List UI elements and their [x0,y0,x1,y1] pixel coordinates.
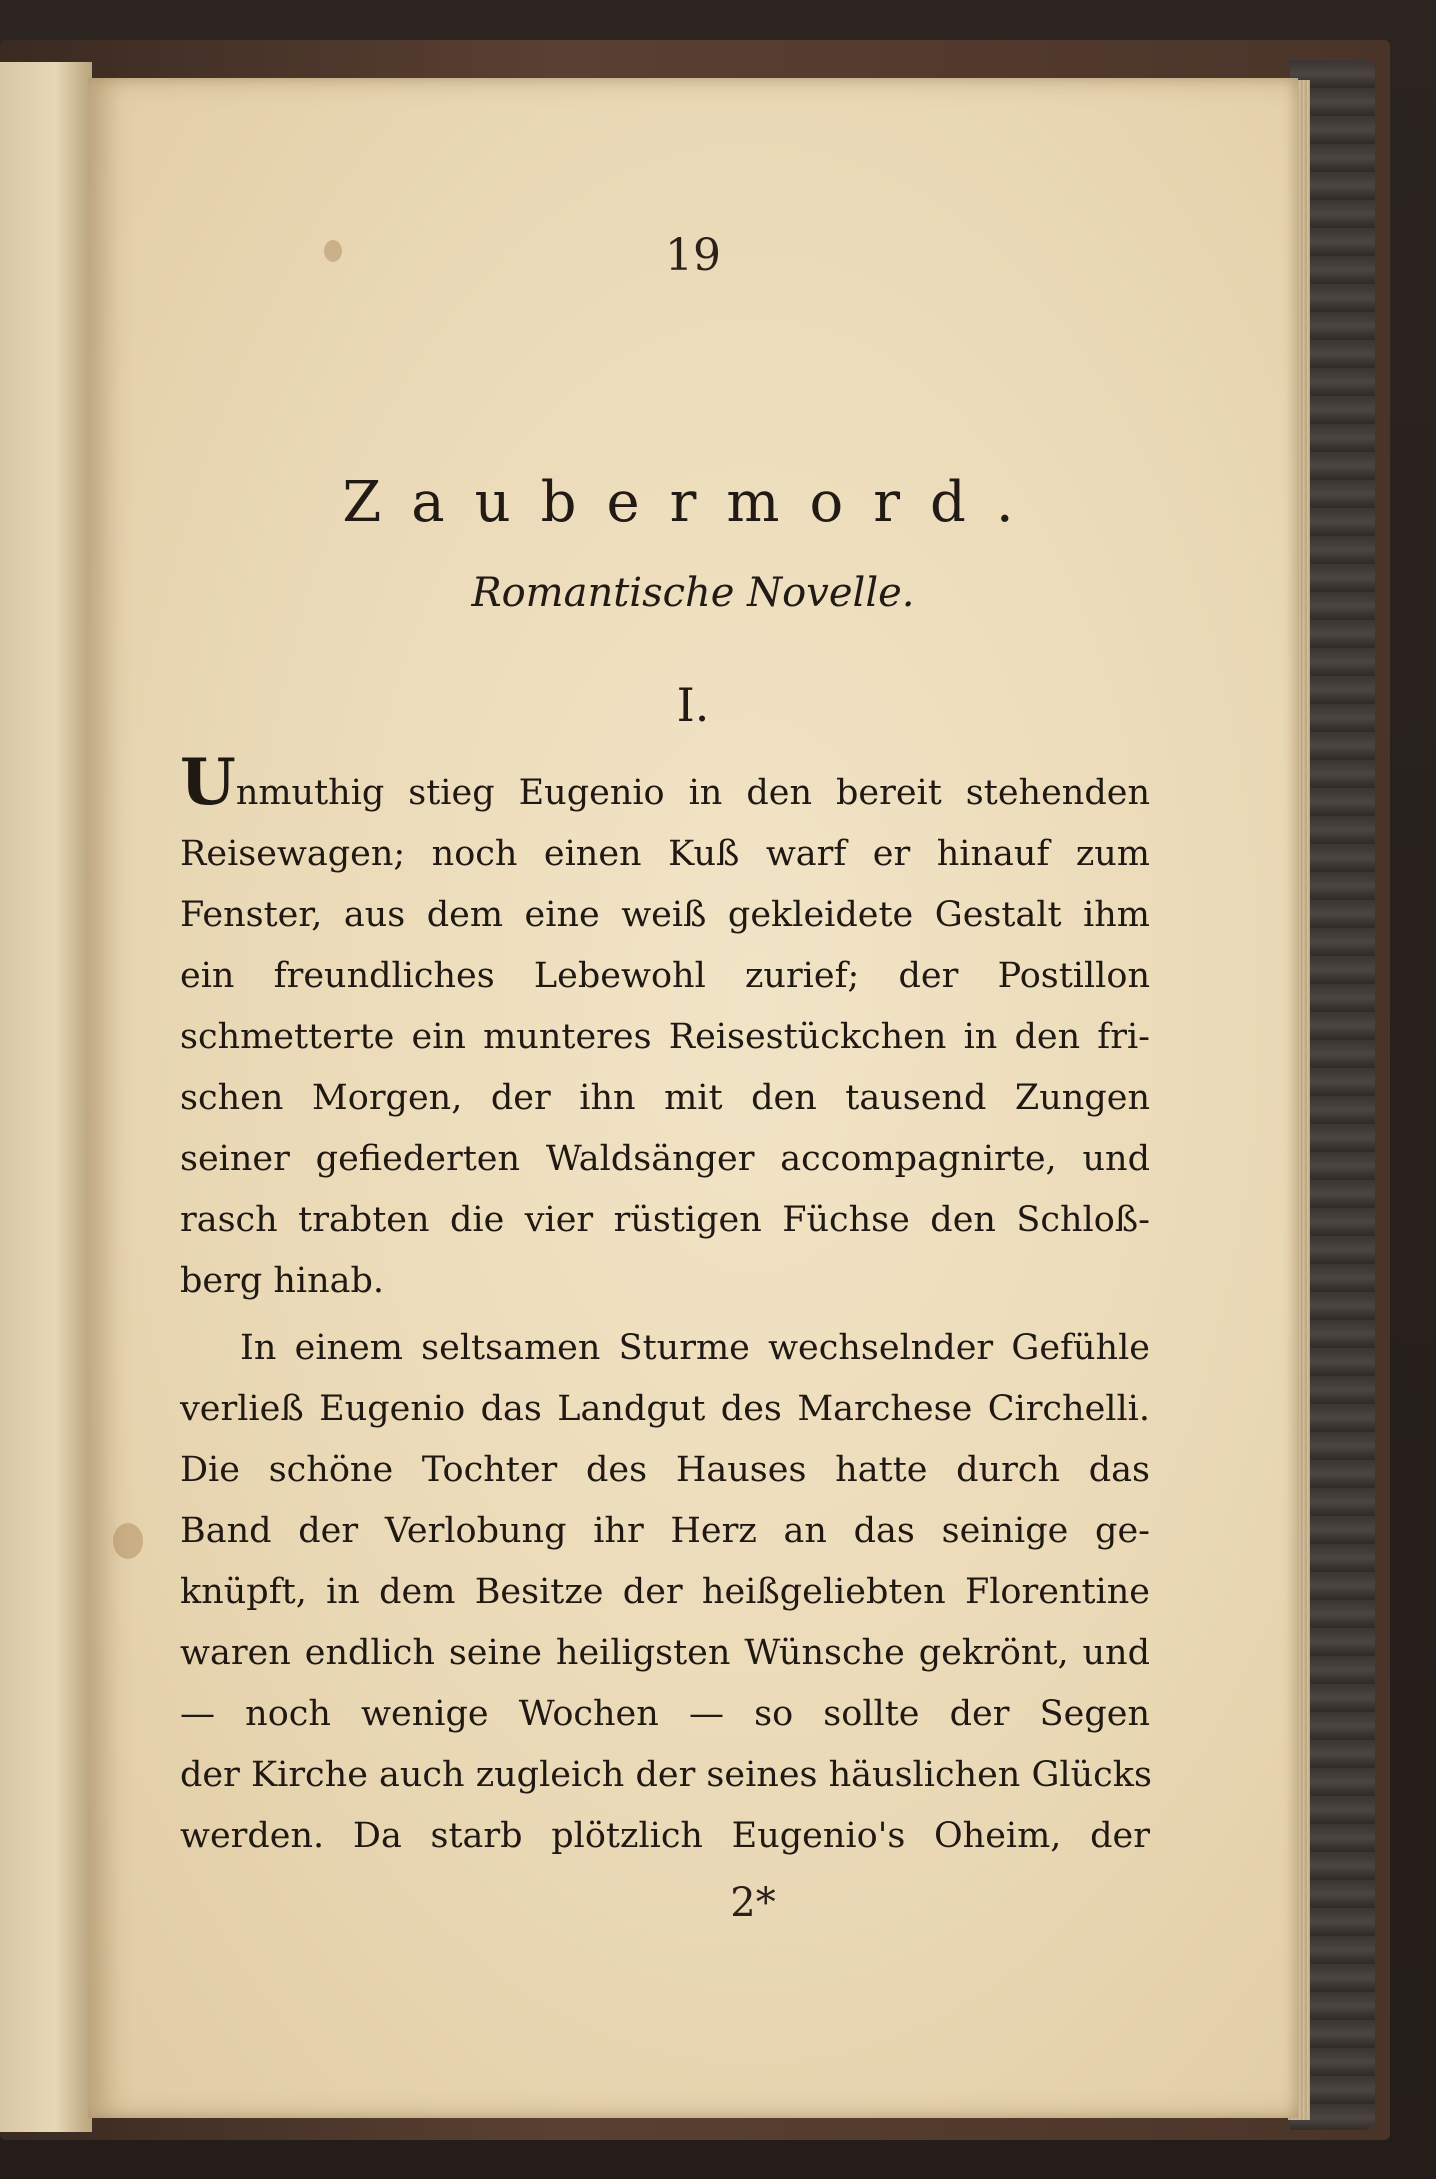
signature-mark: 2* [730,1880,776,1926]
text-line: berg hinab. [180,1261,385,1301]
page-subtitle: Romantische Novelle. [471,570,915,616]
page-number: 19 [665,230,721,281]
paragraph-2 [180,1318,1150,1867]
text-line: Unmuthig stieg Eugenio in den bereit stehenden [180,745,1150,820]
text-line: der Kirche auch zugleich der seines häuslichen Glücks [180,1755,1152,1795]
text-line: verließ Eugenio das Landgut des Marchese Circhelli. [180,1389,1150,1429]
text-line: knüpft, in dem Besitze der heißgeliebten Florentine [180,1572,1150,1612]
text-line: Band der Verlobung ihr Herz an das seinige ge- [180,1511,1150,1551]
text-line: schmetterte ein munteres Reisestückchen in den fri- [180,1017,1150,1057]
text-line: ein freundliches Lebewohl zurief; der Postillon [180,956,1150,996]
text-line: werden. Da starb plötzlich Eugenio's Oheim, der [180,1816,1150,1856]
text-line: schen Morgen, der ihn mit den tausend Zungen [180,1078,1150,1118]
text-line: Die schöne Tochter des Hauses hatte durch das [180,1450,1150,1490]
text-line: — noch wenige Wochen — so sollte der Segen [180,1694,1150,1734]
book-page [88,78,1298,2118]
chapter-heading: I. [676,678,710,732]
page-title: Zaubermord. [342,470,1044,535]
text-line: In einem seltsamen Sturme wechselnder Gefühle [240,1328,1150,1368]
text-line: Fenster, aus dem eine weiß gekleidete Gestalt ihm [180,895,1150,935]
left-page-edge [0,62,92,2132]
drop-initial: U [180,745,236,820]
paragraph-1 [180,745,1150,1312]
text-line: waren endlich seine heiligsten Wünsche gekrönt, und [180,1633,1150,1673]
text-line: rasch trabten die vier rüstigen Füchse den Schloß- [180,1200,1150,1240]
text-line: Reisewagen; noch einen Kuß warf er hinauf zum [180,834,1150,874]
page-stain [113,1523,143,1559]
text-line: seiner gefiederten Waldsänger accompagnirte, und [180,1139,1150,1179]
